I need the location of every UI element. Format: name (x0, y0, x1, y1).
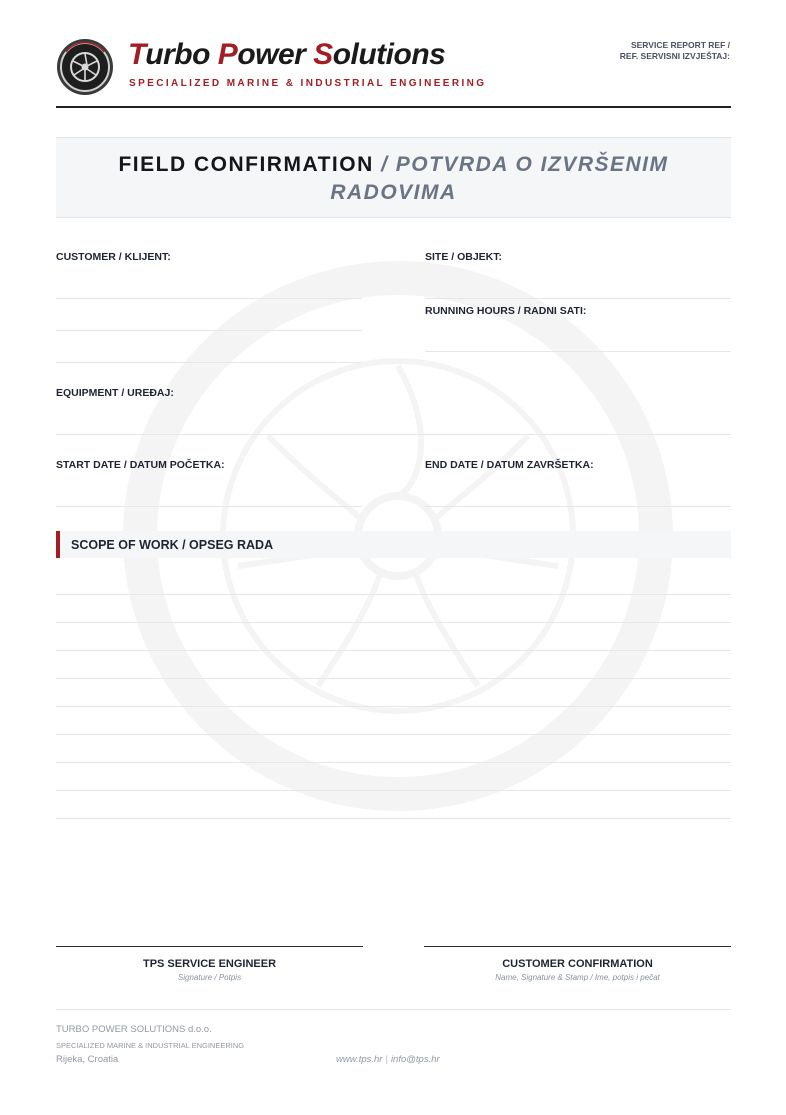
title-hr: / POTVRDA O IZVRŠENIM RADOVIMA (330, 153, 669, 204)
title-en: FIELD CONFIRMATION (118, 153, 374, 176)
customer-signature-line[interactable] (424, 946, 731, 947)
document-title (56, 151, 731, 207)
ref-label-en: SERVICE REPORT REF / (630, 40, 730, 50)
customer-label: CUSTOMER / KLIJENT: (56, 251, 171, 263)
title-band (56, 137, 731, 218)
header-rule (56, 106, 731, 108)
engineer-signature-title: TPS SERVICE ENGINEER (142, 958, 277, 970)
brand-word-ower: ower (237, 38, 314, 71)
scope-line-9[interactable] (56, 818, 731, 819)
scope-accent-bar (56, 531, 60, 558)
brand-initial-s: S (313, 38, 333, 71)
scope-line-1[interactable] (56, 594, 731, 595)
engineer-signature-caption: Signature / Potpis (177, 973, 242, 982)
customer-signature-title: CUSTOMER CONFIRMATION (502, 958, 653, 970)
scope-line-5[interactable] (56, 706, 731, 707)
service-report-ref (620, 40, 730, 62)
footer-separator: | (385, 1054, 388, 1065)
start-date-label: START DATE / DATUM POČETKA: (56, 459, 225, 471)
footer-city: Rijeka, Croatia (56, 1054, 119, 1065)
brand-word-urbo: urbo (145, 38, 218, 71)
scope-title: SCOPE OF WORK / OPSEG RADA (71, 538, 274, 552)
brand-word-olutions: olutions (332, 38, 446, 71)
scope-line-2[interactable] (56, 622, 731, 623)
footer-email-link[interactable]: info@tps.hr (390, 1054, 440, 1065)
equipment-field-line[interactable] (56, 434, 731, 435)
scope-line-4[interactable] (56, 678, 731, 679)
footer-tagline: SPECIALIZED MARINE & INDUSTRIAL ENGINEERING (56, 1041, 245, 1050)
site-field-line[interactable] (425, 298, 731, 299)
engineer-signature-line[interactable] (56, 946, 363, 947)
start-date-field-line[interactable] (56, 506, 362, 507)
customer-field-line-3[interactable] (56, 362, 362, 363)
brand-tagline: SPECIALIZED MARINE & INDUSTRIAL ENGINEERING (129, 78, 487, 89)
footer-website-link[interactable]: www.tps.hr (336, 1054, 383, 1065)
turbine-logo-icon (56, 38, 114, 96)
footer-rule (56, 1009, 731, 1010)
equipment-label: EQUIPMENT / UREĐAJ: (56, 387, 174, 399)
running-hours-field-line[interactable] (425, 351, 731, 352)
scope-line-8[interactable] (56, 790, 731, 791)
end-date-label: END DATE / DATUM ZAVRŠETKA: (425, 459, 594, 471)
end-date-field-line[interactable] (425, 506, 731, 507)
footer-company: TURBO POWER SOLUTIONS d.o.o. (56, 1024, 212, 1035)
running-hours-label: RUNNING HOURS / RADNI SATI: (425, 305, 587, 317)
scope-line-6[interactable] (56, 734, 731, 735)
brand-title (128, 38, 445, 72)
scope-line-7[interactable] (56, 762, 731, 763)
footer-contact (336, 1054, 440, 1065)
site-label: SITE / OBJEKT: (425, 251, 503, 263)
brand-initial-t: T (128, 38, 146, 71)
customer-field-line-1[interactable] (56, 298, 362, 299)
scope-line-3[interactable] (56, 650, 731, 651)
customer-field-line-2[interactable] (56, 330, 362, 331)
brand-initial-p: P (217, 38, 238, 71)
customer-signature-caption: Name, Signature & Stamp / Ime, potpis i pečat (495, 973, 660, 982)
ref-label-hr: REF. SERVISNI IZVJEŠTAJ: (619, 51, 730, 61)
